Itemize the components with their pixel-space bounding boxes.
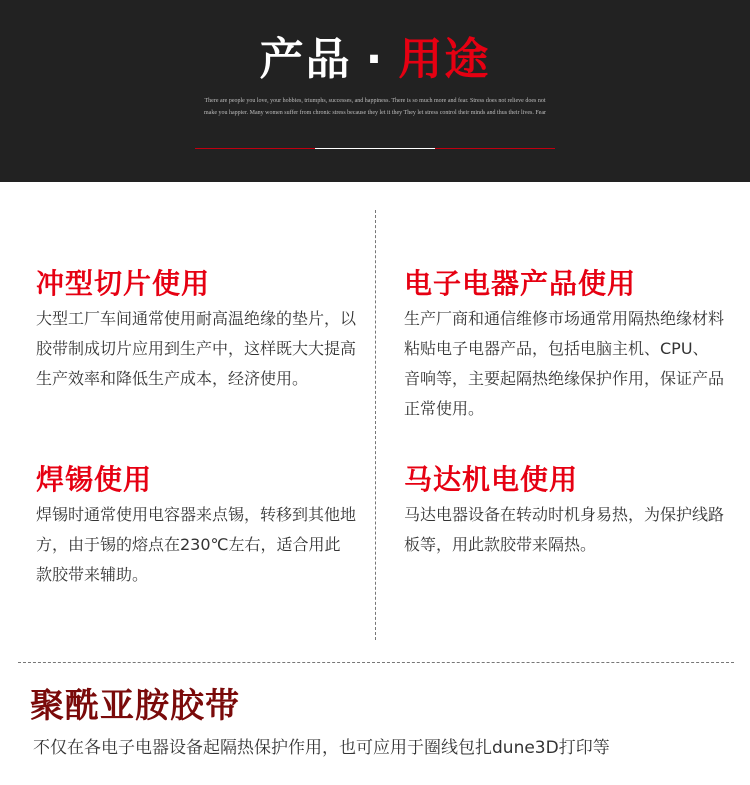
section-title: 马达机电使用	[404, 463, 579, 496]
section-text: 大型工厂车间通常使用耐高温绝缘的垫片，以胶带制成切片应用到生产中，这样既大大提高生产效率和降低生产成本，经济使用。	[36, 309, 357, 388]
section-soldering	[36, 462, 356, 590]
page-title-right: 用途	[398, 34, 491, 85]
vertical-divider	[375, 210, 376, 640]
section-title: 冲型切片使用	[36, 267, 211, 300]
section-die-cut	[36, 266, 356, 394]
page-title	[0, 28, 750, 92]
page-title-left: 产品	[259, 34, 352, 85]
product-title: 聚酰亚胺胶带	[30, 686, 240, 726]
header-banner	[0, 0, 750, 182]
section-title: 焊锡使用	[36, 463, 153, 496]
banner-divider-highlight	[315, 148, 435, 149]
page-title-dot: ·	[365, 34, 385, 85]
section-electronics	[404, 266, 724, 424]
section-motor	[404, 462, 724, 560]
product-description: 不仅在各电子电器设备起隔热保护作用，也可应用于圈线包扎dune3D打印等	[33, 738, 610, 758]
banner-subtitle: There are people you love, your hobbies, triumphs, successes, and happiness. There is so much more and fear. Stress does not relieve does not make you happier. Many women suffer from chronic stress because they let it they They let stress control their minds and thus their lives. Fear	[203, 98, 547, 116]
section-title: 电子电器产品使用	[404, 267, 637, 300]
section-text: 生产厂商和通信维修市场通常用隔热绝缘材料粘贴电子电器产品，包括电脑主机、CPU、音响等，主要起隔热绝缘保护作用，保证产品正常使用。	[404, 309, 725, 418]
section-text: 焊锡时通常使用电容器来点锡，转移到其他地方，由于锡的熔点在230℃左右，适合用此款胶带来辅助。	[36, 505, 357, 584]
horizontal-divider	[18, 662, 734, 663]
section-text: 马达电器设备在转动时机身易热，为保护线路板等，用此款胶带来隔热。	[404, 505, 725, 554]
